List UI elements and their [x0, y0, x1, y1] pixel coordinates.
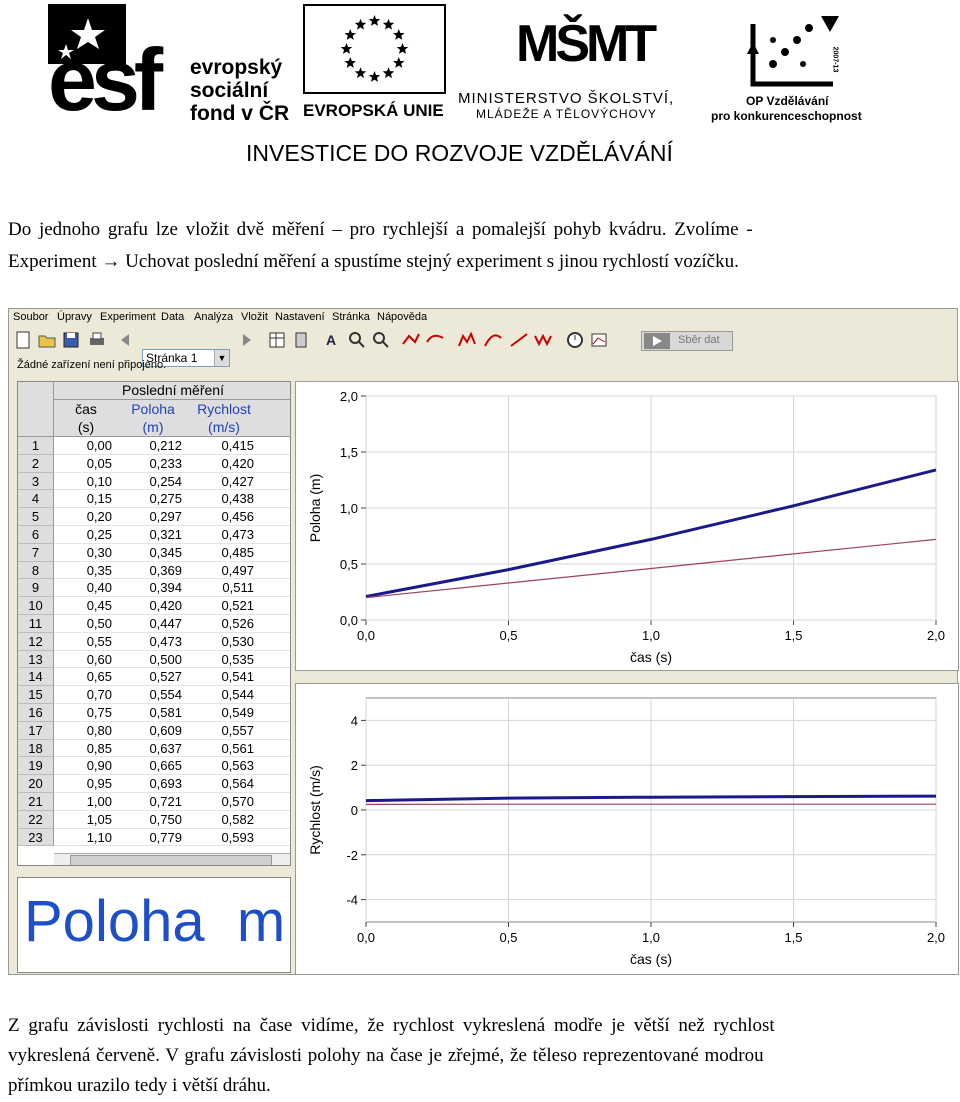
x-tick-label: 1,5 — [784, 930, 802, 945]
cell-position[interactable]: 0,637 — [118, 740, 182, 758]
row-number[interactable]: 8 — [18, 562, 54, 580]
x-axis-label: čas (s) — [630, 649, 672, 665]
cell-time[interactable]: 0,80 — [54, 722, 112, 740]
row-number[interactable]: 18 — [18, 740, 54, 758]
col-position-name: Poloha — [118, 400, 188, 418]
menu-nastaveni[interactable]: Nastavení — [275, 311, 325, 323]
row-number[interactable]: 10 — [18, 597, 54, 615]
cell-time[interactable]: 1,05 — [54, 811, 112, 829]
cell-time[interactable]: 0,95 — [54, 775, 112, 793]
cell-time[interactable]: 0,60 — [54, 651, 112, 669]
row-number[interactable]: 12 — [18, 633, 54, 651]
row-number[interactable]: 6 — [18, 526, 54, 544]
cell-position[interactable]: 0,321 — [118, 526, 182, 544]
eu-flag-icon — [303, 4, 446, 94]
snapshot-icon[interactable] — [589, 330, 609, 350]
cell-velocity[interactable]: 0,544 — [188, 686, 254, 704]
cell-time[interactable]: 0,30 — [54, 544, 112, 562]
save-icon[interactable] — [61, 330, 81, 350]
cell-velocity[interactable]: 0,521 — [188, 597, 254, 615]
cell-position[interactable]: 0,394 — [118, 579, 182, 597]
cell-velocity[interactable]: 0,564 — [188, 775, 254, 793]
cell-position[interactable]: 0,297 — [118, 508, 182, 526]
col-velocity-unit: (m/s) — [188, 418, 260, 436]
msmt-line2: MLÁDEŽE A TĚLOVÝCHOVY — [476, 107, 657, 121]
logo-header — [0, 0, 960, 175]
x-tick-label: 2,0 — [927, 628, 945, 643]
col-time-unit: (s) — [54, 418, 118, 436]
position-graph — [296, 382, 958, 670]
cell-position[interactable]: 0,500 — [118, 651, 182, 669]
cell-velocity[interactable]: 0,582 — [188, 811, 254, 829]
x-tick-label: 1,0 — [642, 930, 660, 945]
cell-velocity[interactable]: 0,420 — [188, 455, 254, 473]
outro-line-1: Z grafu závislosti rychlosti na čase vidíme, že rychlost vykreslená modře je větší než rychlost — [8, 1010, 948, 1042]
cell-velocity[interactable]: 0,593 — [188, 829, 254, 847]
row-number[interactable]: 11 — [18, 615, 54, 633]
row-number[interactable]: 22 — [18, 811, 54, 829]
y-tick-label: -4 — [346, 893, 358, 908]
cell-velocity[interactable]: 0,473 — [188, 526, 254, 544]
cell-velocity[interactable]: 0,563 — [188, 757, 254, 775]
zoom-in-icon[interactable] — [347, 330, 367, 350]
column-header-row — [54, 400, 291, 437]
cell-time[interactable]: 0,05 — [54, 455, 112, 473]
x-axis-label: čas (s) — [630, 951, 672, 967]
cell-velocity[interactable]: 0,415 — [188, 437, 254, 455]
svg-text:A: A — [326, 332, 336, 348]
row-number[interactable]: 1 — [18, 437, 54, 455]
op-years: 2007-13 — [831, 47, 838, 73]
col-header-velocity[interactable] — [188, 400, 260, 436]
zoom-out-icon[interactable] — [371, 330, 391, 350]
y-tick-label: 2 — [351, 758, 358, 773]
cell-position[interactable]: 0,609 — [118, 722, 182, 740]
cell-position[interactable]: 0,447 — [118, 615, 182, 633]
msmt-letters: MŠMT — [516, 4, 653, 84]
row-number[interactable]: 15 — [18, 686, 54, 704]
y-axis-label: Rychlost (m/s) — [307, 765, 323, 854]
cell-velocity[interactable]: 0,570 — [188, 793, 254, 811]
row-number[interactable]: 4 — [18, 490, 54, 508]
collect-label: Sběr dat — [678, 334, 720, 346]
menu-soubor[interactable]: Soubor — [13, 311, 48, 323]
cell-position[interactable]: 0,554 — [118, 686, 182, 704]
eu-logo — [303, 4, 446, 122]
examine-icon[interactable] — [401, 330, 421, 350]
cell-position[interactable]: 0,527 — [118, 668, 182, 686]
table-corner — [18, 382, 54, 437]
cell-position[interactable]: 0,721 — [118, 793, 182, 811]
cell-velocity[interactable]: 0,557 — [188, 722, 254, 740]
autoscale-icon[interactable] — [323, 330, 343, 350]
position-graph-panel[interactable] — [295, 381, 959, 671]
row-number[interactable]: 9 — [18, 579, 54, 597]
back-icon[interactable] — [117, 330, 137, 350]
outro-line-3: přímkou urazilo tedy i větší dráhu. — [8, 1070, 948, 1102]
cell-time[interactable]: 0,35 — [54, 562, 112, 580]
velocity-graph — [296, 684, 958, 974]
cell-velocity[interactable]: 0,497 — [188, 562, 254, 580]
meter-display — [17, 877, 291, 973]
menu-vlozit[interactable]: Vložit — [241, 311, 268, 323]
cell-velocity[interactable]: 0,427 — [188, 473, 254, 491]
cell-velocity[interactable]: 0,541 — [188, 668, 254, 686]
row-number[interactable]: 21 — [18, 793, 54, 811]
cell-time[interactable]: 0,00 — [54, 437, 112, 455]
new-file-icon[interactable] — [13, 330, 33, 350]
y-tick-label: 1,5 — [340, 445, 358, 460]
cell-velocity[interactable]: 0,535 — [188, 651, 254, 669]
horizontal-scrollbar[interactable] — [54, 853, 291, 866]
intro-line-2: Experiment → Uchovat poslední měření a spustíme stejný experiment s jinou rychlostí vozíčku. — [8, 246, 948, 278]
cell-position[interactable]: 0,473 — [118, 633, 182, 651]
esf-line3: fond v ČR — [190, 102, 289, 126]
y-tick-label: 2,0 — [340, 389, 358, 404]
print-icon[interactable] — [87, 330, 107, 350]
cell-position[interactable]: 0,233 — [118, 455, 182, 473]
cell-velocity[interactable]: 0,561 — [188, 740, 254, 758]
col-header-time[interactable] — [54, 400, 118, 436]
open-file-icon[interactable] — [37, 330, 57, 350]
menu-data[interactable]: Data — [161, 311, 184, 323]
op-line2: pro konkurenceschopnost — [711, 109, 862, 123]
logger-pro-window — [8, 308, 958, 975]
cell-velocity[interactable]: 0,485 — [188, 544, 254, 562]
row-number[interactable]: 19 — [18, 757, 54, 775]
esf-letters: esf — [48, 36, 157, 124]
y-tick-label: 0 — [351, 803, 358, 818]
outro-line-2: vykreslená červeně. V grafu závislosti polohy na čase je zřejmé, že těleso reprezentované modrou — [8, 1040, 948, 1072]
cell-time[interactable]: 0,45 — [54, 597, 112, 615]
cell-time[interactable]: 0,50 — [54, 615, 112, 633]
cell-velocity[interactable]: 0,456 — [188, 508, 254, 526]
x-tick-label: 0,0 — [357, 930, 375, 945]
cell-time[interactable]: 0,10 — [54, 473, 112, 491]
cell-time[interactable]: 0,40 — [54, 579, 112, 597]
collect-button[interactable] — [641, 331, 733, 351]
x-tick-label: 1,0 — [642, 628, 660, 643]
eu-label: EVROPSKÁ UNIE — [303, 101, 444, 121]
y-tick-label: -2 — [346, 848, 358, 863]
msmt-logo — [458, 4, 708, 122]
forward-icon[interactable] — [235, 330, 255, 350]
menu-experiment[interactable]: Experiment — [100, 311, 156, 323]
cell-time[interactable]: 0,55 — [54, 633, 112, 651]
y-tick-label: 0,5 — [340, 557, 358, 572]
row-number[interactable]: 23 — [18, 829, 54, 847]
cell-position[interactable]: 0,212 — [118, 437, 182, 455]
op-line1: OP Vzdělávání — [746, 94, 828, 108]
cell-velocity[interactable]: 0,549 — [188, 704, 254, 722]
velocity-graph-panel[interactable] — [295, 683, 959, 975]
row-number[interactable]: 14 — [18, 668, 54, 686]
row-number[interactable]: 13 — [18, 651, 54, 669]
stats-icon[interactable] — [457, 330, 477, 350]
x-tick-label: 0,0 — [357, 628, 375, 643]
cell-time[interactable]: 0,70 — [54, 686, 112, 704]
cell-velocity[interactable]: 0,511 — [188, 579, 254, 597]
cell-velocity[interactable]: 0,530 — [188, 633, 254, 651]
cell-time[interactable]: 0,25 — [54, 526, 112, 544]
banner-text: INVESTICE DO ROZVOJE VZDĚLÁVÁNÍ — [246, 140, 673, 167]
cell-velocity[interactable]: 0,438 — [188, 490, 254, 508]
cell-position[interactable]: 0,345 — [118, 544, 182, 562]
cell-position[interactable]: 0,275 — [118, 490, 182, 508]
status-text: Žádné zařízení není připojeno. — [17, 359, 166, 371]
cell-position[interactable]: 0,779 — [118, 829, 182, 847]
menu-upravy[interactable]: Úpravy — [57, 311, 92, 323]
cell-time[interactable]: 0,75 — [54, 704, 112, 722]
menu-bar — [9, 309, 959, 327]
row-number[interactable]: 20 — [18, 775, 54, 793]
cell-position[interactable]: 0,420 — [118, 597, 182, 615]
curve-fit-icon[interactable] — [533, 330, 553, 350]
x-tick-label: 0,5 — [499, 930, 517, 945]
toolbar — [9, 327, 959, 355]
meter-icon[interactable] — [291, 330, 311, 350]
esf-line2: sociální — [190, 79, 268, 103]
row-number[interactable]: 3 — [18, 473, 54, 491]
row-number[interactable]: 5 — [18, 508, 54, 526]
col-position-unit: (m) — [118, 418, 188, 436]
table-icon[interactable] — [267, 330, 287, 350]
cell-time[interactable]: 0,85 — [54, 740, 112, 758]
row-number[interactable]: 16 — [18, 704, 54, 722]
row-number[interactable]: 2 — [18, 455, 54, 473]
integral-icon[interactable] — [483, 330, 503, 350]
cell-position[interactable]: 0,369 — [118, 562, 182, 580]
y-tick-label: 0,0 — [340, 613, 358, 628]
cell-position[interactable]: 0,254 — [118, 473, 182, 491]
play-icon — [644, 332, 670, 350]
group-header: Poslední měření — [54, 382, 291, 400]
col-time-name: čas — [54, 400, 118, 418]
col-header-position[interactable] — [118, 400, 188, 436]
x-tick-label: 0,5 — [499, 628, 517, 643]
msmt-line1: MINISTERSTVO ŠKOLSTVÍ, — [458, 90, 674, 107]
menu-stranka[interactable]: Stránka — [332, 311, 370, 323]
y-tick-label: 1,0 — [340, 501, 358, 516]
tangent-icon[interactable] — [425, 330, 445, 350]
chevron-down-icon[interactable]: ▼ — [214, 350, 229, 366]
menu-analyza[interactable]: Analýza — [194, 311, 233, 323]
cell-position[interactable]: 0,665 — [118, 757, 182, 775]
linear-fit-icon[interactable] — [509, 330, 529, 350]
row-number[interactable]: 17 — [18, 722, 54, 740]
page-select-value: Stránka 1 — [146, 351, 197, 365]
y-tick-label: 4 — [351, 713, 358, 728]
esf-logo — [48, 4, 298, 126]
meter-label: Poloha m — [24, 888, 285, 955]
x-tick-label: 2,0 — [927, 930, 945, 945]
cell-time[interactable]: 0,65 — [54, 668, 112, 686]
col-velocity-name: Rychlost — [188, 400, 260, 418]
row-divider — [54, 845, 291, 846]
timer-icon[interactable] — [565, 330, 585, 350]
intro-line-1: Do jednoho grafu lze vložit dvě měření – pro rychlejší a pomalejší pohyb kvádru. Zvolíme - — [8, 214, 948, 246]
cell-time[interactable]: 1,10 — [54, 829, 112, 847]
y-axis-label: Poloha (m) — [307, 474, 323, 542]
scrollbar-thumb[interactable] — [70, 855, 272, 866]
x-tick-label: 1,5 — [784, 628, 802, 643]
op-logo — [708, 4, 878, 122]
cell-position[interactable]: 0,750 — [118, 811, 182, 829]
cell-time[interactable]: 0,90 — [54, 757, 112, 775]
cell-position[interactable]: 0,581 — [118, 704, 182, 722]
cell-time[interactable]: 1,00 — [54, 793, 112, 811]
cell-position[interactable]: 0,693 — [118, 775, 182, 793]
cell-velocity[interactable]: 0,526 — [188, 615, 254, 633]
data-table — [17, 381, 291, 866]
cell-time[interactable]: 0,15 — [54, 490, 112, 508]
cell-time[interactable]: 0,20 — [54, 508, 112, 526]
row-number[interactable]: 7 — [18, 544, 54, 562]
esf-line1: evropský — [190, 56, 282, 80]
menu-napoveda[interactable]: Nápověda — [377, 311, 427, 323]
